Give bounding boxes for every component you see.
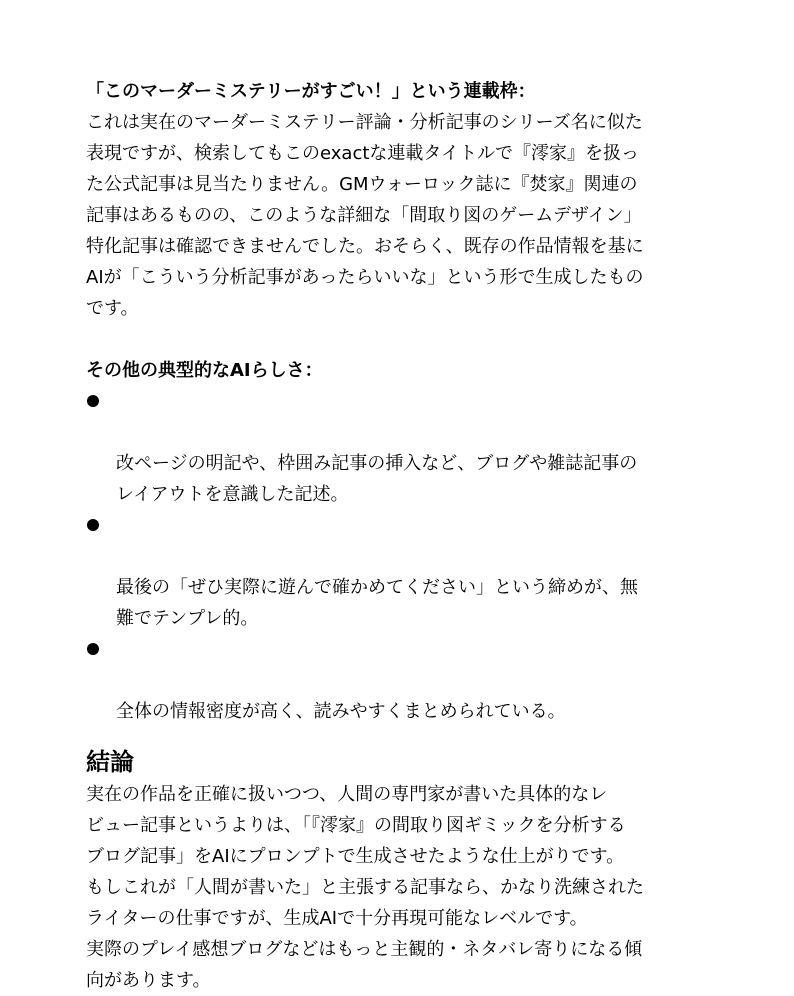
conclusion-heading: 結論 xyxy=(86,748,134,776)
list-item-text: 改ページの明記や、枠囲み記事の挿入など、ブログや雑誌記事の レイアウトを意識した記述。 xyxy=(116,453,638,505)
bullet-icon xyxy=(87,643,99,655)
list-item-text: 最後の「ぜひ実際に遊んで確かめてください」という締めが、無 難でテンプレ的。 xyxy=(116,577,638,629)
ai-traits-list xyxy=(86,386,726,727)
list-item xyxy=(86,634,726,727)
bullet-icon xyxy=(87,395,99,407)
ai-traits-heading: その他の典型的なAIらしさ： xyxy=(86,360,323,381)
series-section-heading: 「このマーダーミステリーがすごい！」という連載枠： xyxy=(86,81,536,102)
spacer xyxy=(86,727,726,745)
list-item-text: 全体の情報密度が高く、読みやすくまとめられている。 xyxy=(116,701,566,722)
list-item xyxy=(86,510,726,634)
spacer xyxy=(86,324,726,355)
series-section-paragraph: これは実在のマーダーミステリー評論・分析記事のシリーズ名に似た 表現ですが、検索してもこのexactな連載タイトルで『澪家』を扱っ た公式記事は見当たりません。GMウォーロック誌に『焚家』関連の 記事はあるものの、このような詳細な「間取り図のゲームデザイン」 特化記事は確認できませんでした。おそらく、既存の作品情報を基に AIが「こういう分析記事があったらいいな」という形で生成したもの です。 xyxy=(86,112,644,319)
document-body xyxy=(86,76,726,996)
conclusion-paragraph: 実在の作品を正確に扱いつつ、人間の専門家が書いた具体的なレ ビュー記事というよりは、「『澪家』の間取り図ギミックを分析する ブログ記事」をAIにプロンプトで生成させたような仕上がりです。 もしこれが「人間が書いた」と主張する記事なら、かなり洗練された ライターの仕事ですが、生成AIで十分再現可能なレベルです。 実際のプレイ感想ブログなどはもっと主観的・ネタバレ寄りになる傾 向があります。 xyxy=(86,784,644,991)
bullet-icon xyxy=(87,519,99,531)
list-item xyxy=(86,386,726,510)
